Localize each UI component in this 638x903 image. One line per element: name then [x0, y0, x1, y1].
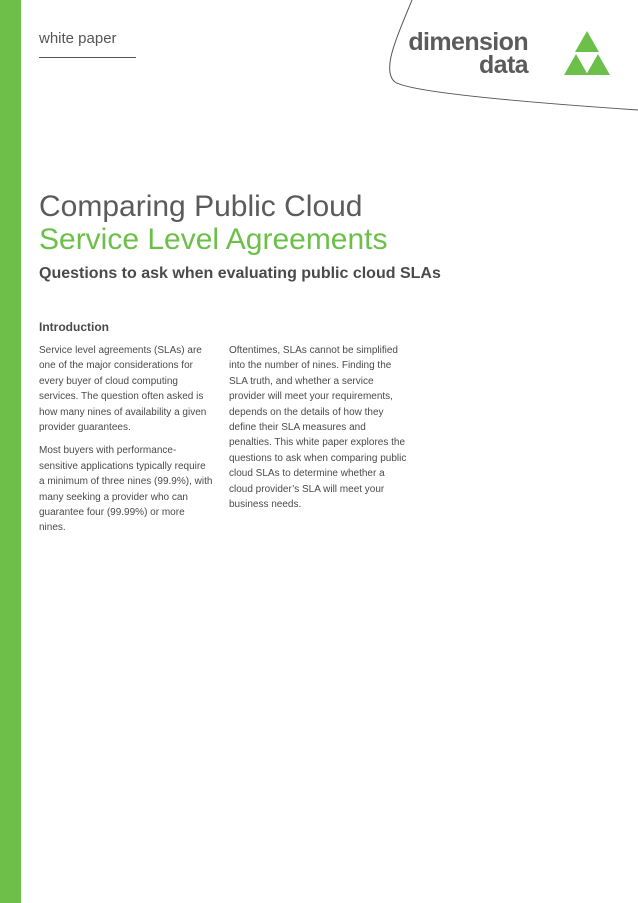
document-type-label: white paper: [39, 30, 117, 47]
title-line-2: Service Level Agreements: [39, 223, 388, 256]
logo-word-data: data: [478, 51, 528, 79]
page-subtitle: Questions to ask when evaluating public cloud SLAs: [39, 265, 441, 282]
introduction-heading: Introduction: [39, 320, 109, 334]
document-type-underline: [39, 57, 136, 58]
left-accent-bar: [0, 0, 21, 903]
intro-paragraph: Oftentimes, SLAs cannot be simplified into the number of nines. Finding the SLA truth, and whether a service provider will meet your requirements, depends on the details of how they define their SLA measures and penalties. This white paper explores the questions to ask when comparing public cloud SLAs to determine whether a cloud provider’s SLA will meet your business needs.: [229, 345, 407, 511]
title-line-1: Comparing Public Cloud: [39, 190, 363, 223]
page-title: [39, 190, 388, 256]
intro-paragraph: Service level agreements (SLAs) are one of the major considerations for every buyer of cloud computing services. The question often asked is how many nines of availability a given provider guarantees.: [39, 345, 207, 434]
dimension-data-logo: [408, 28, 610, 79]
triangle-logo-icon: [564, 31, 610, 75]
intro-paragraph: Most buyers with performance-sensitive applications typically require a minimum of three nines (99.9%), with many seeking a provider who can guarantee four (99.99%) or more nines.: [39, 445, 213, 534]
intro-left-column: [39, 343, 214, 544]
intro-right-column: [229, 343, 409, 520]
logo-word-dimension: dimension: [408, 28, 528, 56]
